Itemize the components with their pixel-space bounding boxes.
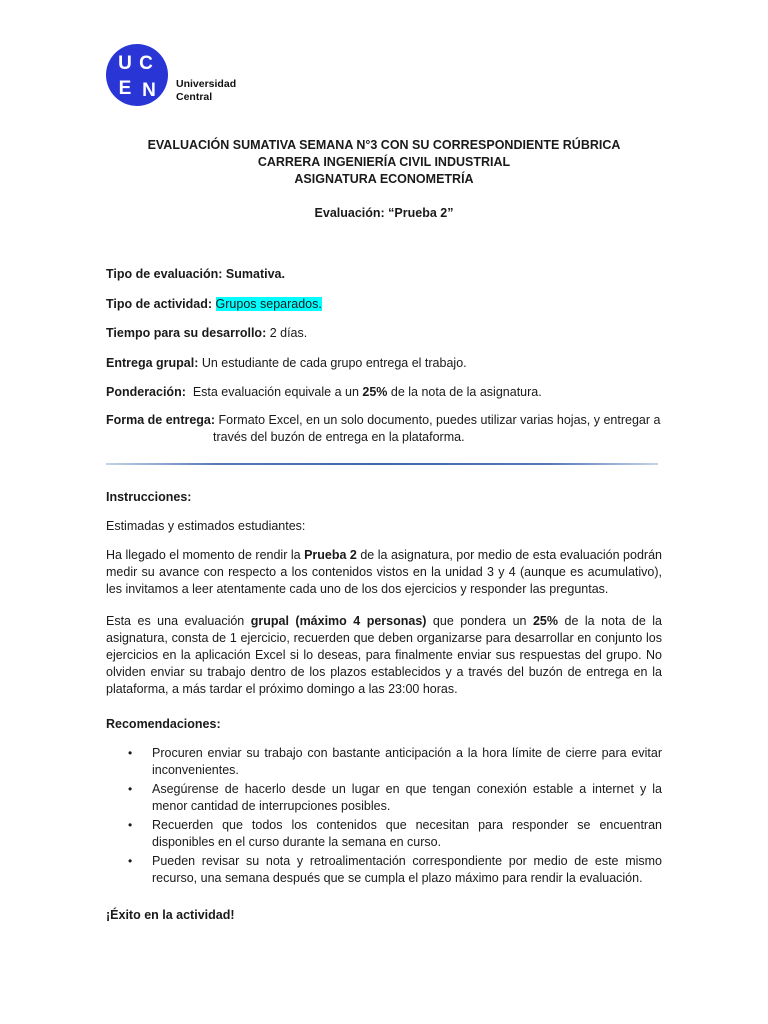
ponderacion-percent: 25%: [362, 385, 388, 399]
recomendaciones-heading: [106, 716, 662, 733]
closing-message: ¡Éxito en la actividad!: [106, 908, 235, 922]
entrega-grupal-line: [106, 355, 467, 372]
ponderacion-line: [106, 384, 542, 401]
list-item-text: Pueden revisar su nota y retroalimentación correspondiente por medio de este mismo recurso, una semana después que se cumpla el plazo máximo para rendir la evaluación.: [152, 854, 662, 885]
ponderacion-label: Ponderación:: [106, 385, 186, 399]
section-divider: [106, 463, 658, 465]
header-evaluation-title: EVALUACIÓN SUMATIVA SEMANA N°3 CON SU CORRESPONDIENTE RÚBRICA: [147, 138, 621, 152]
tipo-evaluacion-text: Tipo de evaluación: Sumativa.: [106, 267, 285, 281]
logo-name-line1: Universidad: [176, 78, 237, 90]
list-item-text: Procuren enviar su trabajo con bastante anticipación a la hora límite de cierre para evitar inconvenientes.: [152, 746, 662, 777]
logo-letter-e: E: [118, 78, 132, 99]
forma-entrega-block: [106, 412, 666, 446]
bullet-icon: •: [128, 854, 133, 868]
bullet-icon: •: [128, 818, 133, 832]
instrucciones-heading: [106, 489, 662, 506]
instrucciones-paragraph-2: [106, 613, 662, 698]
evaluation-name: Evaluación: “Prueba 2”: [314, 206, 454, 220]
tipo-evaluacion-line: [106, 266, 285, 283]
tipo-actividad-line: [106, 296, 322, 313]
forma-entrega-label: Forma de entrega:: [106, 413, 216, 427]
university-logo: [106, 44, 236, 106]
tiempo-label: Tiempo para su desarrollo:: [106, 326, 267, 340]
p1-bold: Prueba 2: [304, 548, 357, 562]
p2-bold-group: grupal (máximo 4 personas): [250, 614, 427, 628]
tiempo-line: [106, 325, 307, 342]
forma-entrega-value1: Formato Excel, en un solo documento, puedes utilizar varias hojas, y entregar a: [215, 413, 661, 427]
bullet-icon: •: [128, 746, 133, 760]
list-item: [106, 817, 662, 851]
logo-emblem-icon: [106, 44, 168, 106]
recomendaciones-heading-text: Recomendaciones:: [106, 717, 221, 731]
p1-pre: Ha llegado el momento de rendir la: [106, 548, 305, 562]
recomendaciones-list: [106, 745, 662, 889]
p2-post: de la nota de la asignatura, consta de 1 ejercicio, recuerden que deben organizarse para desarrollar en conjunto los ejercicios en la aplicación Excel si lo deseas, para finalmente enviar sus respuestas del grupo. No olviden enviar su trabajo dentro de los plazos establecidos y a través del buzón de entrega en la plataforma, a más tardar el próximo domingo a las 23:00 horas.: [106, 614, 662, 696]
ponderacion-post: de la nota de la asignatura.: [387, 385, 542, 399]
logo-university-name: [176, 78, 236, 104]
tipo-actividad-label: Tipo de actividad:: [106, 297, 213, 311]
entrega-grupal-value: Un estudiante de cada grupo entrega el trabajo.: [198, 356, 467, 370]
header-subject: ASIGNATURA ECONOMETRÍA: [294, 172, 474, 186]
logo-letter-u: U: [118, 53, 132, 74]
header-career: CARRERA INGENIERÍA CIVIL INDUSTRIAL: [257, 155, 511, 169]
greeting: Estimadas y estimados estudiantes:: [106, 519, 306, 533]
logo-letter-n: N: [142, 80, 156, 101]
instrucciones-paragraph-1: [106, 547, 662, 598]
bullet-icon: •: [128, 782, 133, 796]
p2-pre: Esta es una evaluación: [106, 614, 251, 628]
forma-entrega-value2: través del buzón de entrega en la plataforma.: [213, 430, 465, 444]
logo-letter-c: C: [139, 53, 153, 74]
list-item: [106, 781, 662, 815]
logo-name-line2: Central: [176, 91, 213, 103]
instrucciones-heading-text: Instrucciones:: [106, 490, 192, 504]
p1-post: de la asignatura, por medio de esta evaluación podrán medir su avance con respecto a los contenidos vistos en la unidad 3 y 4 (aunque es acumulativo), les invitamos a leer atentamente cada uno de los dos ejercicios y responder las preguntas.: [106, 548, 662, 596]
tiempo-value: 2 días.: [266, 326, 308, 340]
p2-mid: que pondera un: [426, 614, 533, 628]
list-item-text: Asegúrense de hacerlo desde un lugar en que tengan conexión estable a internet y la menor cantidad de interrupciones posibles.: [152, 782, 662, 813]
document-header: [0, 137, 768, 188]
list-item: [106, 745, 662, 779]
list-item: [106, 853, 662, 887]
p2-bold-percent: 25%: [532, 614, 559, 628]
list-item-text: Recuerden que todos los contenidos que necesitan para responder se encuentran disponibles en el curso durante la semana en curso.: [152, 818, 662, 849]
tipo-actividad-value: Grupos separados.: [215, 297, 322, 311]
entrega-grupal-label: Entrega grupal:: [106, 356, 199, 370]
ponderacion-pre: Esta evaluación equivale a un: [185, 385, 363, 399]
